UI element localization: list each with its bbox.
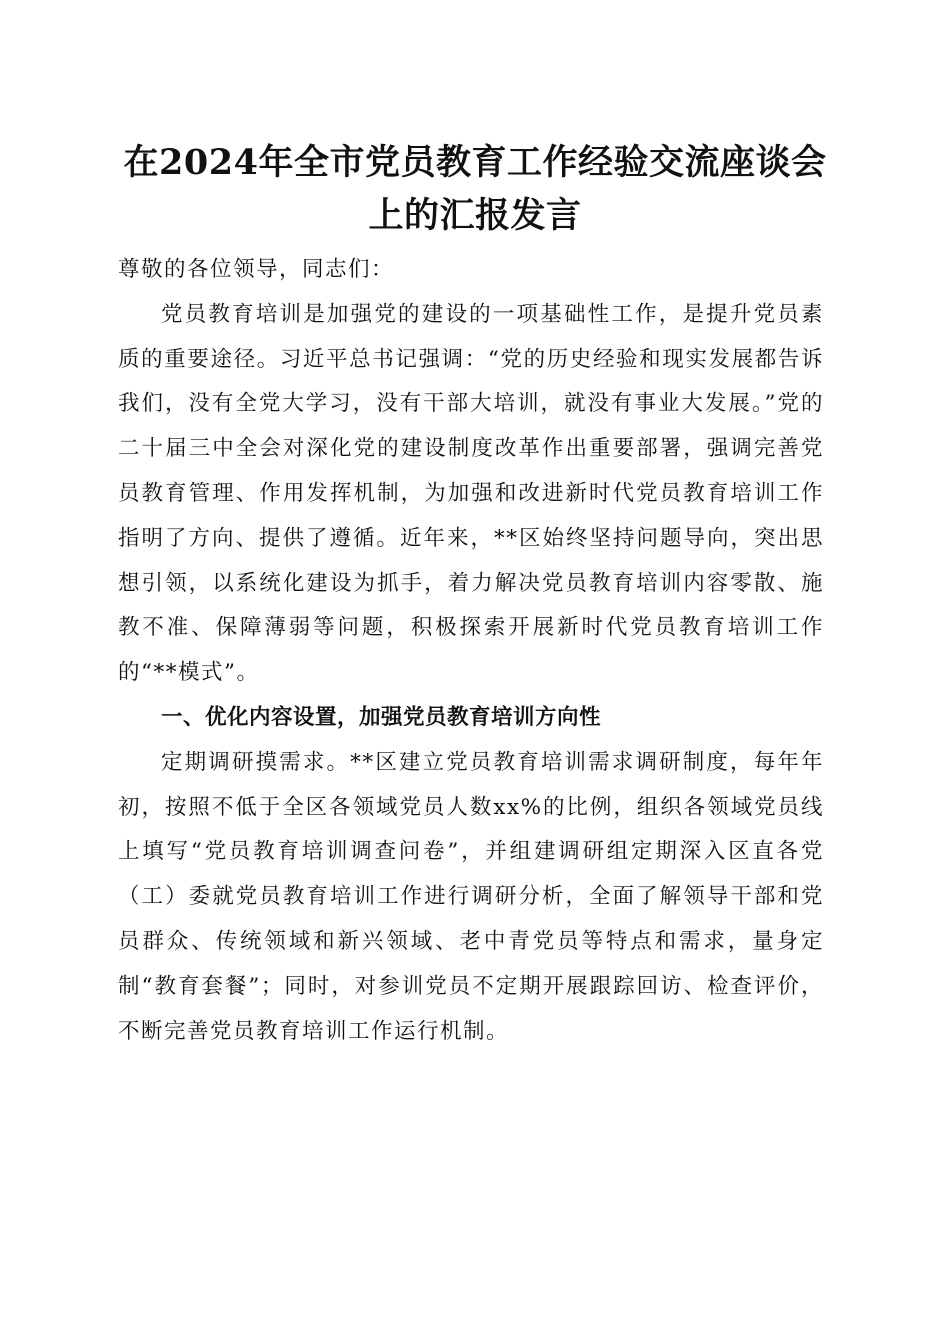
intro-paragraph: 党员教育培训是加强党的建设的一项基础性工作，是提升党员素质的重要途径。习近平总书记强调：“党的历史经验和现实发展都告诉我们，没有全党大学习，没有干部大培训，就没有事业大发展。”党的二十届三中全会对深化党的建设制度改革作出重要部署，强调完善党员教育管理、作用发挥机制，为加强和改进新时代党员教育培训工作指明了方向、提供了遵循。近年来，**区始终坚持问题导向，突出思想引领，以系统化建设为抓手，着力解决党员教育培训内容零散、施教不准、保障薄弱等问题，积极探索开展新时代党员教育培训工作的“**模式”。 [118, 301, 824, 686]
title-line-2: 上的汇报发言 [368, 195, 582, 236]
section-1-paragraph: 定期调研摸需求。**区建立党员教育培训需求调研制度，每年年初，按照不低于全区各领域党员人数xx%的比例，组织各领域党员线上填写“党员教育培训调查问卷”，并组建调研组定期深入区直各党（工）委就党员教育培训工作进行调研分析，全面了解领导干部和党员群众、传统领域和新兴领域、老中青党员等特点和需求，量身定制“教育套餐”；同时，对参训党员不定期开展跟踪回访、检查评价，不断完善党员教育培训工作运行机制。 [118, 749, 824, 1044]
document-body [118, 248, 824, 1054]
document-title [110, 136, 840, 242]
salutation: 尊敬的各位领导，同志们： [118, 257, 395, 282]
title-line-1: 在2024年全市党员教育工作经验交流座谈会 [123, 142, 827, 183]
section-heading-1: 一、优化内容设置，加强党员教育培训方向性 [161, 704, 602, 730]
